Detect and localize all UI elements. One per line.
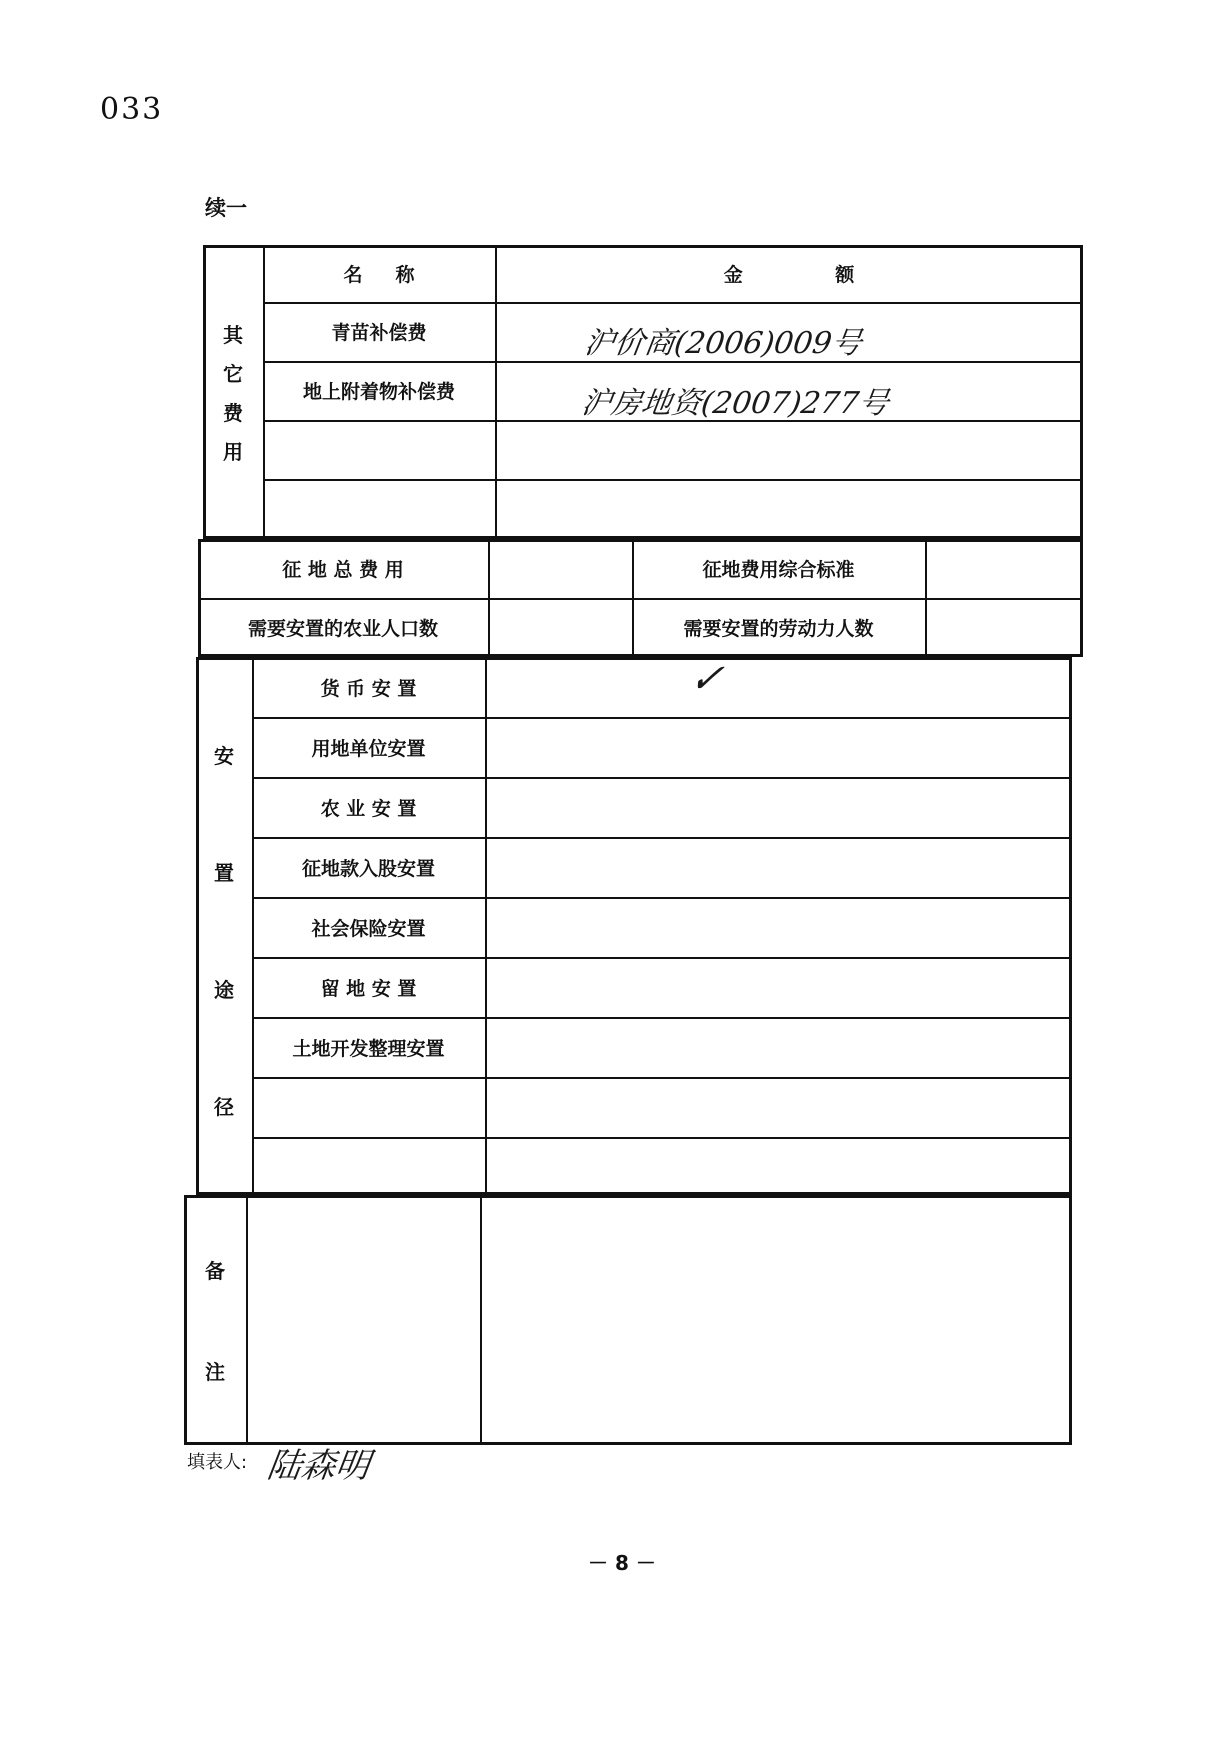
agricultural-resettlement-label: 农 业 安 置 xyxy=(320,797,417,820)
comprehensive-standard-value xyxy=(925,539,1083,598)
attachment-compensation-value: 沪房地资(2007)277号 xyxy=(579,386,891,421)
social-insurance-resettlement-label: 社会保险安置 xyxy=(311,917,426,940)
land-development-resettlement-label: 土地开发整理安置 xyxy=(292,1037,445,1060)
page-code: 033 xyxy=(100,92,164,127)
monetary-resettlement-label: 货 币 安 置 xyxy=(320,677,417,700)
monetary-resettlement-checkmark: ✓ xyxy=(686,656,727,702)
labor-force-value xyxy=(925,598,1083,657)
seedling-compensation-label: 青苗补偿费 xyxy=(331,322,427,344)
name-column-header: 名 称 xyxy=(343,264,415,286)
filler-signature: 陆森明 xyxy=(264,1446,373,1486)
shareholding-resettlement-label: 征地款入股安置 xyxy=(301,857,435,880)
remarks-value xyxy=(480,1195,1072,1445)
filler-label: 填表人: xyxy=(187,1452,248,1473)
reserved-land-resettlement-label: 留 地 安 置 xyxy=(320,977,417,1000)
remarks-group-label: 备 注 xyxy=(205,1259,225,1384)
total-fee-value xyxy=(488,539,632,598)
page-number: － 8 － xyxy=(588,1551,656,1575)
employer-resettlement-label: 用地单位安置 xyxy=(311,737,426,760)
amount-column-header: 金 额 xyxy=(723,264,855,286)
continuation-label: 续一 xyxy=(205,196,247,220)
attachment-compensation-label: 地上附着物补偿费 xyxy=(302,381,455,403)
resettlement-group-label: 安 置 途 径 xyxy=(214,744,234,1119)
comprehensive-standard-label: 征地费用综合标准 xyxy=(702,559,855,581)
labor-force-label: 需要安置的劳动力人数 xyxy=(683,618,874,640)
total-fee-label: 征 地 总 费 用 xyxy=(282,559,404,581)
agricultural-population-label: 需要安置的农业人口数 xyxy=(247,618,438,640)
other-fees-group-label: 其 它 费 用 xyxy=(223,323,243,464)
seedling-compensation-value: 沪价商(2006)009号 xyxy=(582,326,864,361)
agricultural-population-value xyxy=(488,598,632,657)
